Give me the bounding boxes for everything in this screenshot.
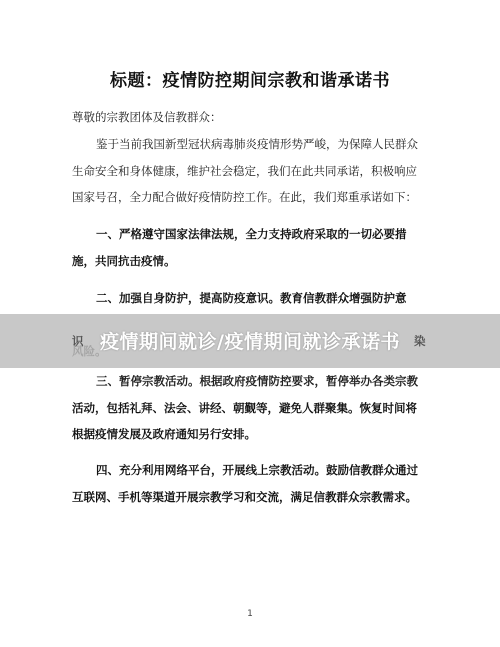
- document-title: 标题：疫情防控期间宗教和谐承诺书: [110, 71, 390, 91]
- intro-line: 鉴于当前我国新型冠状病毒肺炎疫情形势严峻，为保障人民群众: [96, 137, 418, 151]
- section-line: 活动，包括礼拜、法会、讲经、朝觐等，避免人群聚集。恢复时间将: [72, 400, 417, 415]
- section-4: [72, 457, 432, 510]
- section-2-peek-left: 识: [72, 334, 84, 348]
- section-3: [72, 368, 432, 448]
- section-line: [72, 285, 432, 312]
- salutation: 尊敬的宗教团体及信教群众：: [72, 110, 222, 124]
- intro-line: 国家号召，全力配合做好疫情防控工作。在此，我们郑重承诺如下：: [72, 190, 417, 204]
- section-line: 根据疫情发展及政府通知另行安排。: [72, 427, 256, 441]
- section-line: 施，共同抗击疫情。: [72, 253, 176, 268]
- section-line: 四、充分利用网络平台，开展线上宗教活动。鼓励信教群众通过: [96, 463, 418, 477]
- page-number: 1: [247, 609, 253, 619]
- section-2-peek-right: 染: [414, 334, 426, 348]
- section-line: 互联网、手机等渠道开展宗教学习和交流，满足信教群众宗教需求。: [72, 489, 417, 504]
- intro-line: 生命安全和身体健康，维护社会稳定，我们在此共同承诺，积极响应: [72, 163, 417, 178]
- section-2-heading: 二、加强自身防护，提高防疫意识。教育信教群众增强防护意: [96, 291, 407, 305]
- section-line: 一、严格遵守国家法律法规，全力支持政府采取的一切必要措: [96, 227, 407, 241]
- section-1: [72, 221, 432, 274]
- section-line: 三、暂停宗教活动。根据政府疫情防控要求，暂停举办各类宗教: [96, 374, 418, 388]
- banner-title: 疫情期间就诊/疫情期间就诊承诺书: [100, 331, 400, 353]
- intro-paragraph: [72, 131, 432, 211]
